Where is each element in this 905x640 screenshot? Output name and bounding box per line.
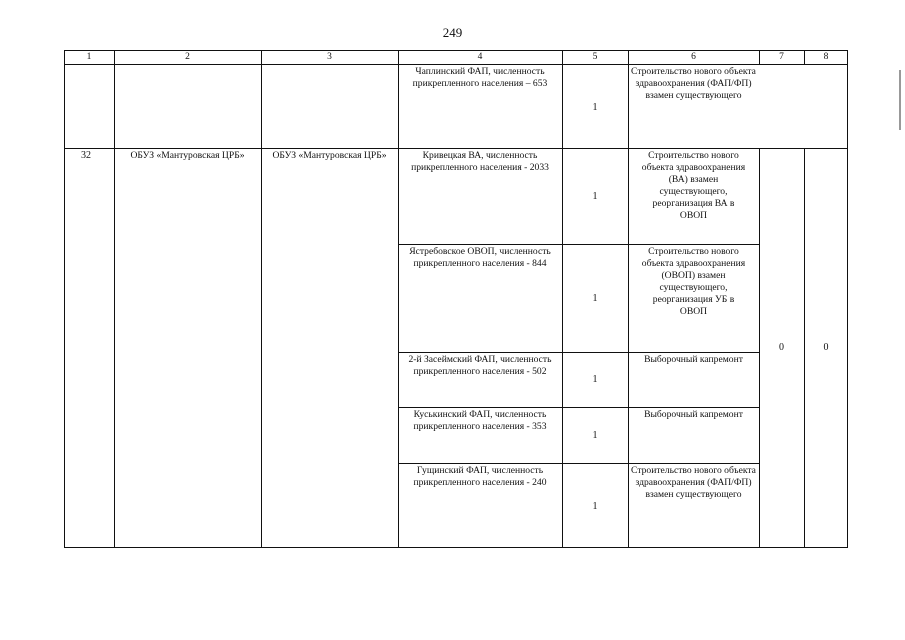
count-2: 1 — [592, 293, 598, 304]
header-col-8: 8 — [823, 52, 829, 62]
action-1: Строительство нового объекта здравоохранения (ВА) взамен существующего, реорганизация ВА в ОВОП — [641, 150, 746, 221]
header-col-2: 2 — [185, 52, 190, 62]
facility-1: Кривецкая ВА, численность прикрепленного населения - 2033 — [411, 150, 549, 173]
header-col-4: 4 — [477, 52, 483, 62]
count-3: 1 — [592, 374, 598, 385]
facility-3: 2-й Засеймский ФАП, численность прикрепленного населения - 502 — [408, 354, 552, 377]
data-table — [64, 50, 848, 548]
facility-4: Куськинский ФАП, численность прикрепленного населения - 353 — [413, 409, 547, 432]
action-2: Строительство нового объекта здравоохранения (ОВОП) взамен существующего, реорганизация УБ в ОВОП — [641, 246, 746, 317]
header-col-6: 6 — [691, 52, 696, 62]
header-col-3: 3 — [327, 52, 332, 62]
row-org-col2: ОБУЗ «Мантуровская ЦРБ» — [130, 150, 245, 161]
count-1: 1 — [592, 191, 598, 202]
action-5: Строительство нового объекта здравоохранения (ФАП/ФП) взамен существующего — [631, 465, 756, 500]
row-org-col3: ОБУЗ «Мантуровская ЦРБ» — [272, 150, 387, 161]
facility-5: Гущинский ФАП, численность прикрепленного населения - 240 — [413, 465, 547, 488]
count-4: 1 — [592, 430, 598, 441]
header-col-5: 5 — [592, 52, 598, 62]
row-number: 32 — [81, 150, 91, 161]
row-col8-value: 0 — [823, 342, 829, 353]
header-col-7: 7 — [779, 52, 784, 62]
header-col-1: 1 — [86, 52, 92, 62]
row-col7-value: 0 — [779, 342, 784, 353]
action-3: Выборочный капремонт — [644, 354, 743, 365]
prev-row-count: 1 — [592, 102, 598, 113]
prev-row-action: Строительство нового объекта здравоохранения (ФАП/ФП) взамен существующего — [631, 66, 756, 101]
count-5: 1 — [592, 501, 598, 512]
action-4: Выборочный капремонт — [644, 409, 743, 420]
prev-row-facility: Чаплинский ФАП, численность прикрепленного населения – 653 — [412, 66, 548, 89]
facility-2: Ястребовское ОВОП, численность прикрепленного населения - 844 — [409, 246, 551, 269]
scan-artifact — [899, 70, 901, 130]
page-number: 249 — [442, 25, 463, 40]
